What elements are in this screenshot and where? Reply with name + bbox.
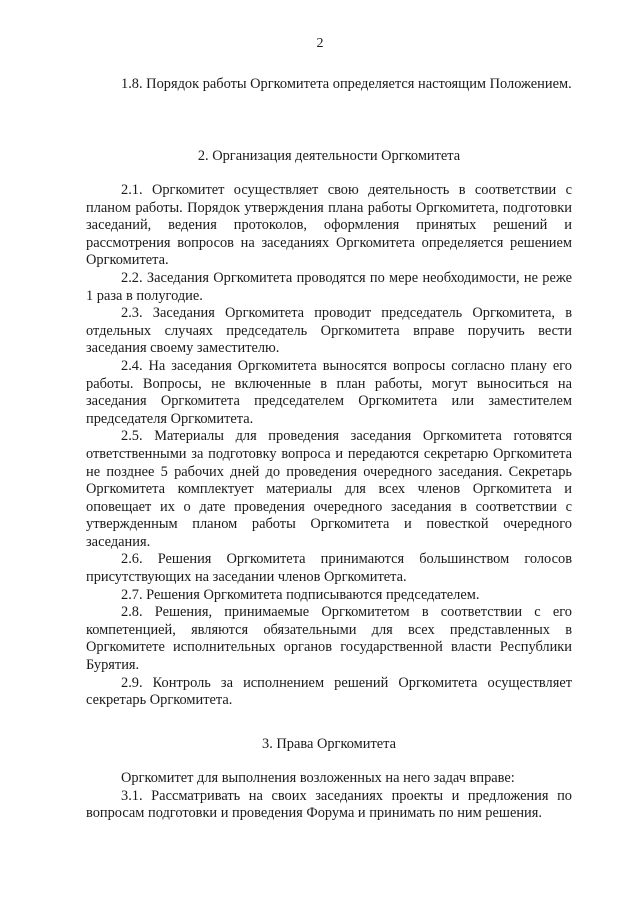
paragraph-2-1: 2.1. Оргкомитет осуществляет свою деятельность в соответствии с планом работы. Порядок утверждения плана работы Оргкомитета, подготовки заседаний, ведения протоколов, оформления принятых решений и рассмотрения вопросов на заседаниях Оргкомитета определяется решением Оргкомитета. xyxy=(86,182,572,269)
paragraph-2-8: 2.8. Решения, принимаемые Оргкомитетом в соответствии с его компетенцией, являются обязательными для всех представленных в Оргкомитете исполнительных органов государственной власти Республики Бурятия. xyxy=(86,604,572,674)
paragraph-3-intro: Оргкомитет для выполнения возложенных на него задач вправе: xyxy=(121,770,515,786)
page-number: 2 xyxy=(316,36,324,51)
paragraph-2-2: 2.2. Заседания Оргкомитета проводятся по мере необходимости, не реже 1 раза в полугодие. xyxy=(86,269,572,304)
section-2-body xyxy=(86,182,572,710)
intro-block xyxy=(86,76,572,94)
paragraph-2-7: 2.7. Решения Оргкомитета подписываются председателем. xyxy=(121,586,480,603)
section-2-heading-block xyxy=(86,148,572,166)
paragraph-2-5: 2.5. Материалы для проведения заседания Оргкомитета готовятся ответственными за подготовку вопроса и передаются секретарю Оргкомитета не позднее 5 рабочих дней до проведения очередного заседания. Секретарь Оргкомитета комплектует материалы для всех членов Оргкомитета и оповещает их о дате проведения очередного заседания в соответствии с утвержденным планом работы Оргкомитета и повесткой очередного заседания. xyxy=(86,428,572,550)
section-3-heading-block xyxy=(86,736,572,754)
paragraph-2-3: 2.3. Заседания Оргкомитета проводит председатель Оргкомитета, в отдельных случаях председатель Оргкомитета вправе поручить вести заседания своему заместителю. xyxy=(86,305,572,357)
paragraph-3-1: 3.1. Рассматривать на своих заседаниях проекты и предложения по вопросам подготовки и проведения Форума и принимать по ним решения. xyxy=(86,787,572,822)
section-2-title: 2. Организация деятельности Оргкомитета xyxy=(197,148,461,164)
paragraph-2-6: 2.6. Решения Оргкомитета принимаются большинством голосов присутствующих на заседании членов Оргкомитета. xyxy=(86,551,572,586)
paragraph-1-8: 1.8. Порядок работы Оргкомитета определяется настоящим Положением. xyxy=(121,76,572,92)
paragraph-2-9: 2.9. Контроль за исполнением решений Оргкомитета осуществляет секретарь Оргкомитета. xyxy=(86,674,572,709)
section-3-body xyxy=(86,770,572,823)
paragraph-2-4: 2.4. На заседания Оргкомитета выносятся вопросы согласно плану его работы. Вопросы, не включенные в план работы, могут выноситься на заседания Оргкомитета председателем Оргкомитета или заместителем председателя Оргкомитета. xyxy=(86,357,572,427)
section-3-title: 3. Права Оргкомитета xyxy=(262,736,396,752)
